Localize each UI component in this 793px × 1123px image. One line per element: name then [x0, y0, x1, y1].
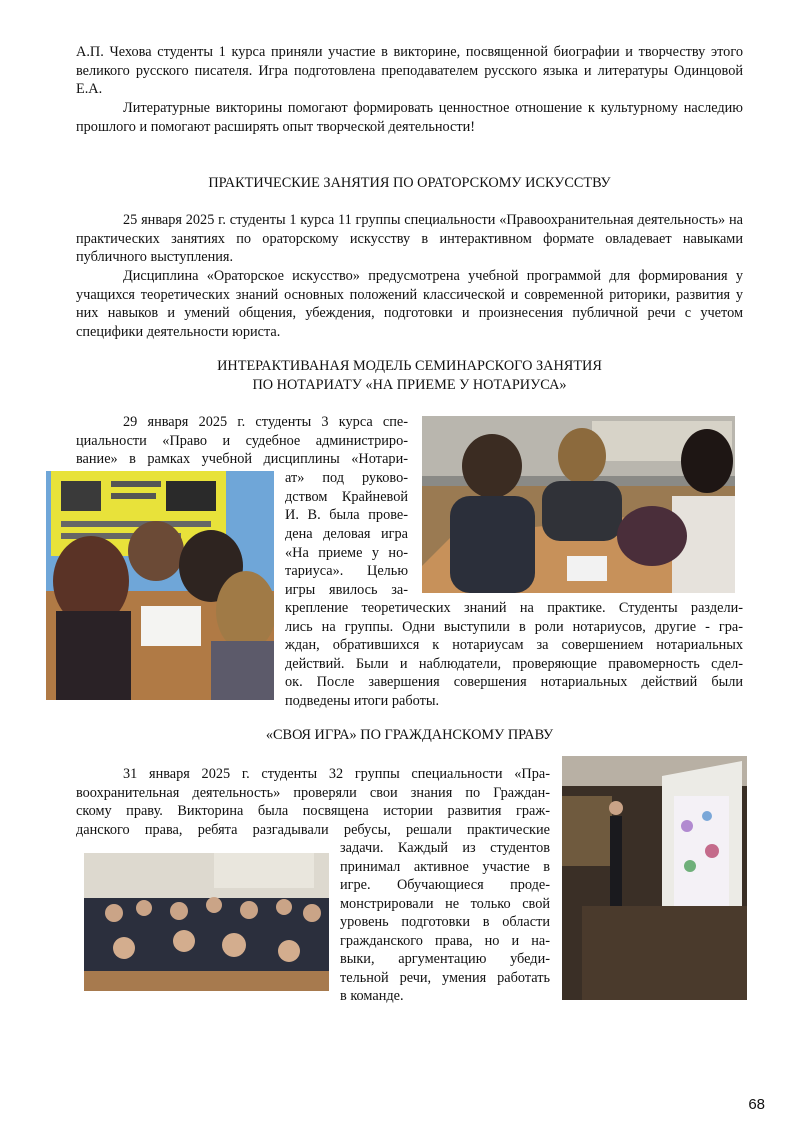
section1-heading: ПРАКТИЧЕСКИЕ ЗАНЯТИЯ ПО ОРАТОРСКОМУ ИСКУССТВУ	[208, 175, 611, 191]
section3-text-line: в команде.	[340, 988, 404, 1004]
photo-class-quiz-left	[84, 853, 329, 991]
section2-text-line: циальности «Право и судебное администриро-	[76, 433, 408, 449]
section2-text-line: «На приеме у но-	[285, 545, 408, 561]
section2-text-line: ат» под руково-	[285, 470, 408, 486]
photo-students-table-right	[422, 416, 735, 593]
section3-text-line: 31 января 2025 г. студенты 32 группы специальности «Пра-	[123, 766, 550, 782]
section2-text-line: ждан, обратившихся к нотариусам за совершением нотариальных	[285, 637, 743, 653]
section3-text-line: игре. Обучающиеся проде-	[340, 877, 550, 893]
intro-paragraph-1: А.П. Чехова студенты 1 курса приняли участие в викторине, посвященной биографии и творчеству этого великого русского писателя. Игра подготовлена преподавателем русского языка и литературы Одинцовой Е.А.	[76, 44, 743, 98]
intro-paragraph-2: Литературные викторины помогают формировать ценностное отношение к культурному наследию прошлого и помогают расширять опыт творческой деятельности!	[76, 100, 743, 135]
section2-text-line: действий. Были и наблюдатели, проверяющие правомерность сдел-	[285, 656, 743, 672]
section3-text-line: скому праву. Викторина была посвящена истории развития граж-	[76, 803, 550, 819]
section2-text-line: вание» в рамках учебной дисциплины «Нотари-	[76, 451, 408, 467]
section3-text-line: монстрировали не только свой	[340, 896, 550, 912]
photo-class-quiz-left-illustration	[84, 853, 329, 991]
section1-paragraph-2: Дисциплина «Ораторское искусство» предусмотрена учебной программой для формирования у учащихся теоретических знаний основных положений классической и современной риторики, развития у них навыков и умений общения, убеждения, подготовки и произнесения публичной речи с учетом специфики деятельности юриста.	[76, 268, 743, 340]
section3-text-line: выки, аргументацию убеди-	[340, 951, 550, 967]
section2-text-line: дством Крайневой	[285, 489, 408, 505]
section2-heading-line1: ИНТЕРАКТИВАНАЯ МОДЕЛЬ СЕМИНАРСКОГО ЗАНЯТИЯ	[217, 358, 602, 374]
section3-heading: «СВОЯ ИГРА» ПО ГРАЖДАНСКОМУ ПРАВУ	[265, 727, 554, 743]
section3-text-line: гражданского права, но и на-	[340, 933, 550, 949]
page-number: 68	[748, 1096, 765, 1113]
section3-text-line: задачи. Каждый из студентов	[340, 840, 550, 856]
section2-text-line: дена деловая игра	[285, 526, 408, 542]
photo-students-poster-left	[46, 471, 274, 700]
photo-presentation-right-illustration	[562, 756, 747, 1000]
section2-text-line: 29 января 2025 г. студенты 3 курса спе-	[123, 414, 408, 430]
section2-text-line: крепление теоретических знаний на практике. Студенты раздели-	[285, 600, 743, 616]
photo-presentation-right	[562, 756, 747, 1000]
photo-students-table-right-illustration	[422, 416, 735, 593]
section2-text-line: подведены итоги работы.	[285, 693, 440, 709]
section3-text-line: воохранительная деятельность» проверяли свои знания по Граждан-	[76, 785, 550, 801]
section2-text-line: тариуса». Целью	[285, 563, 408, 579]
section2-heading-line2: ПО НОТАРИАТУ «НА ПРИЕМЕ У НОТАРИУСА»	[252, 377, 567, 393]
section2-text-line: ок. После завершения совершения нотариальных действий были	[285, 674, 743, 690]
photo-students-poster-left-illustration	[46, 471, 274, 700]
section1-paragraph-1: 25 января 2025 г. студенты 1 курса 11 группы специальности «Правоохранительная деятельность» на практических занятиях по ораторскому искусству в интерактивном формате овладевает навыками публичного выступления.	[76, 212, 743, 266]
section3-text-line: данского права, ребята разгадывали ребусы, решали практические	[76, 822, 550, 838]
section3-text-line: тельной речи, умения работать	[340, 970, 550, 986]
section3-text-line: принимал активное участие в	[340, 859, 550, 875]
section2-text-line: И. В. была прове-	[285, 507, 408, 523]
section2-text-line: лись на группы. Одни выступили в роли нотариусов, другие - гра-	[285, 619, 743, 635]
section2-text-line: игры явилось за-	[285, 582, 408, 598]
section3-text-line: уровень подготовки в области	[340, 914, 550, 930]
